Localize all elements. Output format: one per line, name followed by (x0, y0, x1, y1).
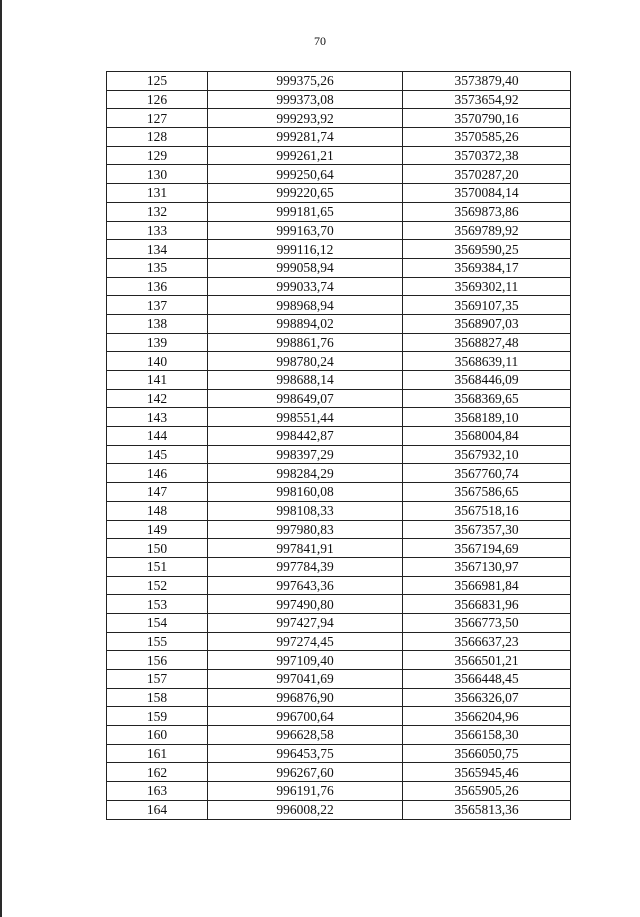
table-row (107, 557, 571, 576)
y-coordinate-cell: 3567932,10 (403, 445, 571, 464)
point-number-cell: 133 (107, 221, 208, 240)
y-coordinate-cell: 3570372,38 (403, 146, 571, 165)
x-coordinate-cell: 998551,44 (208, 408, 403, 427)
x-coordinate-cell: 999293,92 (208, 109, 403, 128)
table-row (107, 128, 571, 147)
point-number-cell: 128 (107, 128, 208, 147)
x-coordinate-cell: 996628,58 (208, 726, 403, 745)
point-number-cell: 125 (107, 72, 208, 91)
y-coordinate-cell: 3568189,10 (403, 408, 571, 427)
coordinates-table (106, 71, 571, 820)
point-number-cell: 126 (107, 90, 208, 109)
y-coordinate-cell: 3566981,84 (403, 576, 571, 595)
point-number-cell: 129 (107, 146, 208, 165)
x-coordinate-cell: 999058,94 (208, 258, 403, 277)
y-coordinate-cell: 3568639,11 (403, 352, 571, 371)
y-coordinate-cell: 3566204,96 (403, 707, 571, 726)
point-number-cell: 143 (107, 408, 208, 427)
y-coordinate-cell: 3569789,92 (403, 221, 571, 240)
y-coordinate-cell: 3569302,11 (403, 277, 571, 296)
x-coordinate-cell: 999116,12 (208, 240, 403, 259)
table-row (107, 445, 571, 464)
point-number-cell: 147 (107, 483, 208, 502)
y-coordinate-cell: 3568004,84 (403, 427, 571, 446)
y-coordinate-cell: 3565945,46 (403, 763, 571, 782)
point-number-cell: 156 (107, 651, 208, 670)
table-row (107, 90, 571, 109)
x-coordinate-cell: 996700,64 (208, 707, 403, 726)
table-row (107, 221, 571, 240)
table-row (107, 632, 571, 651)
table-row (107, 576, 571, 595)
x-coordinate-cell: 998861,76 (208, 333, 403, 352)
point-number-cell: 131 (107, 184, 208, 203)
point-number-cell: 161 (107, 744, 208, 763)
table-row (107, 258, 571, 277)
y-coordinate-cell: 3570084,14 (403, 184, 571, 203)
point-number-cell: 141 (107, 371, 208, 390)
x-coordinate-cell: 999033,74 (208, 277, 403, 296)
point-number-cell: 150 (107, 539, 208, 558)
point-number-cell: 146 (107, 464, 208, 483)
coordinates-table-body (107, 72, 571, 820)
x-coordinate-cell: 996453,75 (208, 744, 403, 763)
table-row (107, 501, 571, 520)
point-number-cell: 142 (107, 389, 208, 408)
y-coordinate-cell: 3569384,17 (403, 258, 571, 277)
x-coordinate-cell: 999181,65 (208, 202, 403, 221)
x-coordinate-cell: 999163,70 (208, 221, 403, 240)
y-coordinate-cell: 3573879,40 (403, 72, 571, 91)
page-edge (0, 0, 2, 917)
point-number-cell: 151 (107, 557, 208, 576)
y-coordinate-cell: 3573654,92 (403, 90, 571, 109)
y-coordinate-cell: 3566158,30 (403, 726, 571, 745)
table-row (107, 763, 571, 782)
point-number-cell: 136 (107, 277, 208, 296)
table-row (107, 72, 571, 91)
x-coordinate-cell: 997784,39 (208, 557, 403, 576)
y-coordinate-cell: 3568446,09 (403, 371, 571, 390)
y-coordinate-cell: 3567518,16 (403, 501, 571, 520)
y-coordinate-cell: 3568907,03 (403, 314, 571, 333)
table-row (107, 371, 571, 390)
y-coordinate-cell: 3566501,21 (403, 651, 571, 670)
x-coordinate-cell: 998442,87 (208, 427, 403, 446)
x-coordinate-cell: 999281,74 (208, 128, 403, 147)
x-coordinate-cell: 997841,91 (208, 539, 403, 558)
y-coordinate-cell: 3569590,25 (403, 240, 571, 259)
point-number-cell: 163 (107, 782, 208, 801)
table-row (107, 408, 571, 427)
point-number-cell: 149 (107, 520, 208, 539)
point-number-cell: 157 (107, 670, 208, 689)
table-row (107, 483, 571, 502)
y-coordinate-cell: 3570287,20 (403, 165, 571, 184)
point-number-cell: 159 (107, 707, 208, 726)
point-number-cell: 144 (107, 427, 208, 446)
table-row (107, 670, 571, 689)
point-number-cell: 153 (107, 595, 208, 614)
table-row (107, 595, 571, 614)
x-coordinate-cell: 999220,65 (208, 184, 403, 203)
table-row (107, 800, 571, 819)
point-number-cell: 155 (107, 632, 208, 651)
x-coordinate-cell: 998688,14 (208, 371, 403, 390)
table-row (107, 427, 571, 446)
table-row (107, 165, 571, 184)
y-coordinate-cell: 3570585,26 (403, 128, 571, 147)
x-coordinate-cell: 997643,36 (208, 576, 403, 595)
y-coordinate-cell: 3570790,16 (403, 109, 571, 128)
y-coordinate-cell: 3567586,65 (403, 483, 571, 502)
point-number-cell: 140 (107, 352, 208, 371)
table-row (107, 184, 571, 203)
table-row (107, 464, 571, 483)
table-row (107, 109, 571, 128)
y-coordinate-cell: 3568369,65 (403, 389, 571, 408)
x-coordinate-cell: 996191,76 (208, 782, 403, 801)
table-row (107, 277, 571, 296)
table-row (107, 707, 571, 726)
table-row (107, 688, 571, 707)
table-row (107, 651, 571, 670)
x-coordinate-cell: 997980,83 (208, 520, 403, 539)
point-number-cell: 127 (107, 109, 208, 128)
y-coordinate-cell: 3568827,48 (403, 333, 571, 352)
y-coordinate-cell: 3566773,50 (403, 613, 571, 632)
point-number-cell: 138 (107, 314, 208, 333)
x-coordinate-cell: 998160,08 (208, 483, 403, 502)
x-coordinate-cell: 998649,07 (208, 389, 403, 408)
point-number-cell: 139 (107, 333, 208, 352)
point-number-cell: 158 (107, 688, 208, 707)
point-number-cell: 145 (107, 445, 208, 464)
table-row (107, 520, 571, 539)
point-number-cell: 154 (107, 613, 208, 632)
x-coordinate-cell: 997490,80 (208, 595, 403, 614)
y-coordinate-cell: 3567760,74 (403, 464, 571, 483)
point-number-cell: 134 (107, 240, 208, 259)
table-row (107, 202, 571, 221)
point-number-cell: 148 (107, 501, 208, 520)
x-coordinate-cell: 996876,90 (208, 688, 403, 707)
x-coordinate-cell: 999261,21 (208, 146, 403, 165)
x-coordinate-cell: 999375,26 (208, 72, 403, 91)
y-coordinate-cell: 3569107,35 (403, 296, 571, 315)
y-coordinate-cell: 3567130,97 (403, 557, 571, 576)
point-number-cell: 160 (107, 726, 208, 745)
table-row (107, 744, 571, 763)
table-row (107, 389, 571, 408)
point-number-cell: 162 (107, 763, 208, 782)
table-row (107, 296, 571, 315)
table-row (107, 539, 571, 558)
y-coordinate-cell: 3566448,45 (403, 670, 571, 689)
x-coordinate-cell: 998108,33 (208, 501, 403, 520)
y-coordinate-cell: 3566637,23 (403, 632, 571, 651)
table-row (107, 352, 571, 371)
table-row (107, 333, 571, 352)
table-row (107, 314, 571, 333)
table-row (107, 782, 571, 801)
y-coordinate-cell: 3566831,96 (403, 595, 571, 614)
x-coordinate-cell: 998397,29 (208, 445, 403, 464)
y-coordinate-cell: 3567357,30 (403, 520, 571, 539)
x-coordinate-cell: 997427,94 (208, 613, 403, 632)
table-row (107, 240, 571, 259)
x-coordinate-cell: 996267,60 (208, 763, 403, 782)
table-row (107, 146, 571, 165)
x-coordinate-cell: 999250,64 (208, 165, 403, 184)
point-number-cell: 164 (107, 800, 208, 819)
y-coordinate-cell: 3566050,75 (403, 744, 571, 763)
y-coordinate-cell: 3565813,36 (403, 800, 571, 819)
x-coordinate-cell: 996008,22 (208, 800, 403, 819)
x-coordinate-cell: 998284,29 (208, 464, 403, 483)
x-coordinate-cell: 999373,08 (208, 90, 403, 109)
x-coordinate-cell: 998968,94 (208, 296, 403, 315)
page-number: 70 (314, 34, 326, 48)
point-number-cell: 152 (107, 576, 208, 595)
point-number-cell: 137 (107, 296, 208, 315)
x-coordinate-cell: 997274,45 (208, 632, 403, 651)
point-number-cell: 132 (107, 202, 208, 221)
point-number-cell: 130 (107, 165, 208, 184)
y-coordinate-cell: 3565905,26 (403, 782, 571, 801)
table-row (107, 726, 571, 745)
point-number-cell: 135 (107, 258, 208, 277)
y-coordinate-cell: 3569873,86 (403, 202, 571, 221)
x-coordinate-cell: 998780,24 (208, 352, 403, 371)
y-coordinate-cell: 3566326,07 (403, 688, 571, 707)
x-coordinate-cell: 997109,40 (208, 651, 403, 670)
x-coordinate-cell: 998894,02 (208, 314, 403, 333)
table-row (107, 613, 571, 632)
x-coordinate-cell: 997041,69 (208, 670, 403, 689)
y-coordinate-cell: 3567194,69 (403, 539, 571, 558)
